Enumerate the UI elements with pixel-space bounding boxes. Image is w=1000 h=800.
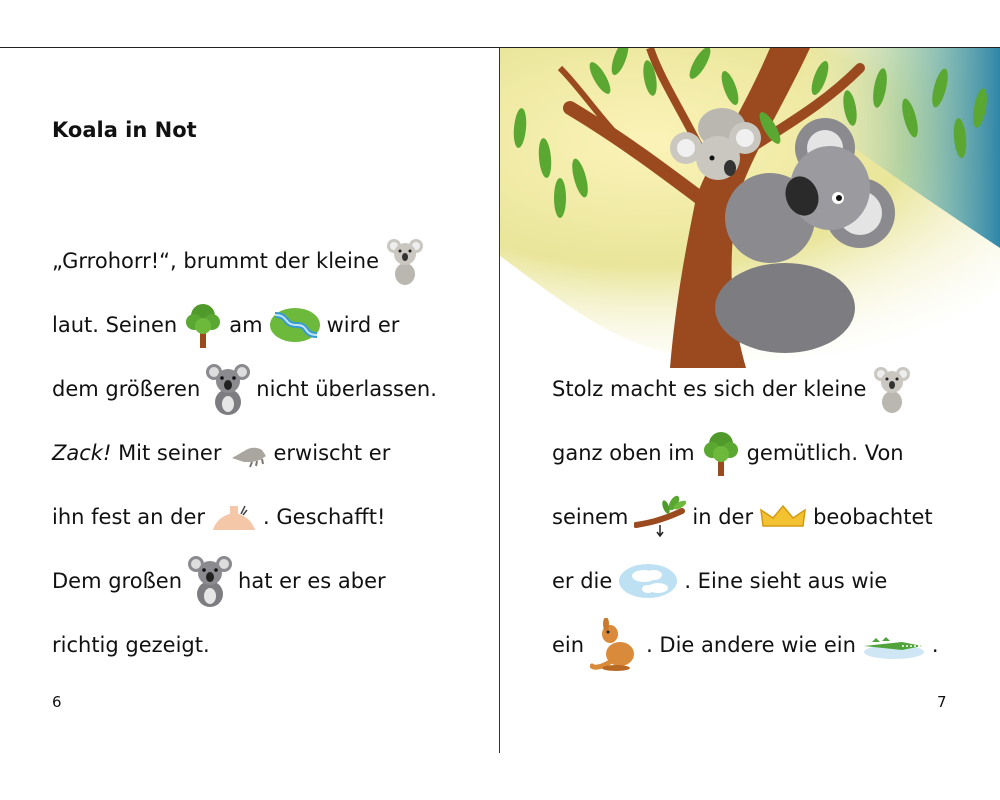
text-fragment: beobachtet [813, 505, 933, 529]
text-fragment: hat er es aber [238, 569, 386, 593]
crocodile-icon [862, 630, 926, 660]
left-page [0, 48, 499, 753]
text-fragment: er die [552, 569, 613, 593]
text-fragment: am [229, 313, 263, 337]
text-line-1 [52, 241, 431, 281]
text-line-2 [52, 305, 399, 345]
text-fragment: laut. Seinen [52, 313, 178, 337]
text-fragment: seinem [552, 505, 629, 529]
page-number-right: 7 [937, 693, 947, 711]
branch-icon [634, 495, 686, 539]
koala-big-icon [206, 362, 250, 416]
story-title: Koala in Not [52, 118, 197, 142]
text-fragment: „Grrohorr!“, brummt der kleine [52, 249, 380, 273]
clouds-icon [618, 563, 678, 599]
koala-small-icon [872, 364, 912, 414]
text-fragment: richtig gezeigt. [52, 633, 210, 657]
text-fragment: wird er [326, 313, 400, 337]
text-fragment: . Die andere wie ein [646, 633, 856, 657]
koala-big-icon [188, 554, 232, 608]
koala-tree-illustration [500, 48, 1000, 368]
book-spread [0, 47, 1000, 753]
shoulder-icon [211, 502, 257, 532]
text-fragment-italic: Zack! [52, 441, 112, 465]
text-fragment: ein [552, 633, 585, 657]
text-fragment: . [931, 633, 939, 657]
river-icon [269, 305, 321, 345]
text-fragment: Stolz macht es sich der kleine [552, 377, 867, 401]
text-line-6 [52, 561, 386, 601]
text-fragment: . Eine sieht aus wie [684, 569, 888, 593]
text-line-3 [552, 497, 933, 537]
text-fragment: Mit seiner [111, 441, 222, 465]
text-line-2 [552, 433, 904, 473]
text-fragment: ihn fest an der [52, 505, 206, 529]
tree-icon [701, 428, 741, 478]
text-fragment: ganz oben im [552, 441, 695, 465]
text-fragment: dem größeren [52, 377, 201, 401]
text-fragment: nicht überlassen. [256, 377, 437, 401]
kangaroo-icon [590, 618, 640, 672]
text-fragment: erwischt er [273, 441, 391, 465]
text-line-4 [52, 433, 390, 473]
text-fragment: gemütlich. Von [746, 441, 904, 465]
text-line-5 [52, 497, 385, 537]
crown-icon [759, 504, 807, 530]
tree-icon [183, 300, 223, 350]
text-fragment: . Geschafft! [263, 505, 386, 529]
text-line-7 [52, 625, 210, 665]
page-number-left: 6 [52, 693, 62, 711]
text-line-1 [552, 369, 918, 409]
text-line-5 [552, 625, 939, 665]
text-fragment: Dem großen [52, 569, 183, 593]
text-line-3 [52, 369, 437, 409]
text-fragment: in der [692, 505, 754, 529]
paw-icon [228, 438, 268, 468]
right-page [500, 48, 1000, 753]
koala-small-icon [385, 236, 425, 286]
text-line-4 [552, 561, 887, 601]
